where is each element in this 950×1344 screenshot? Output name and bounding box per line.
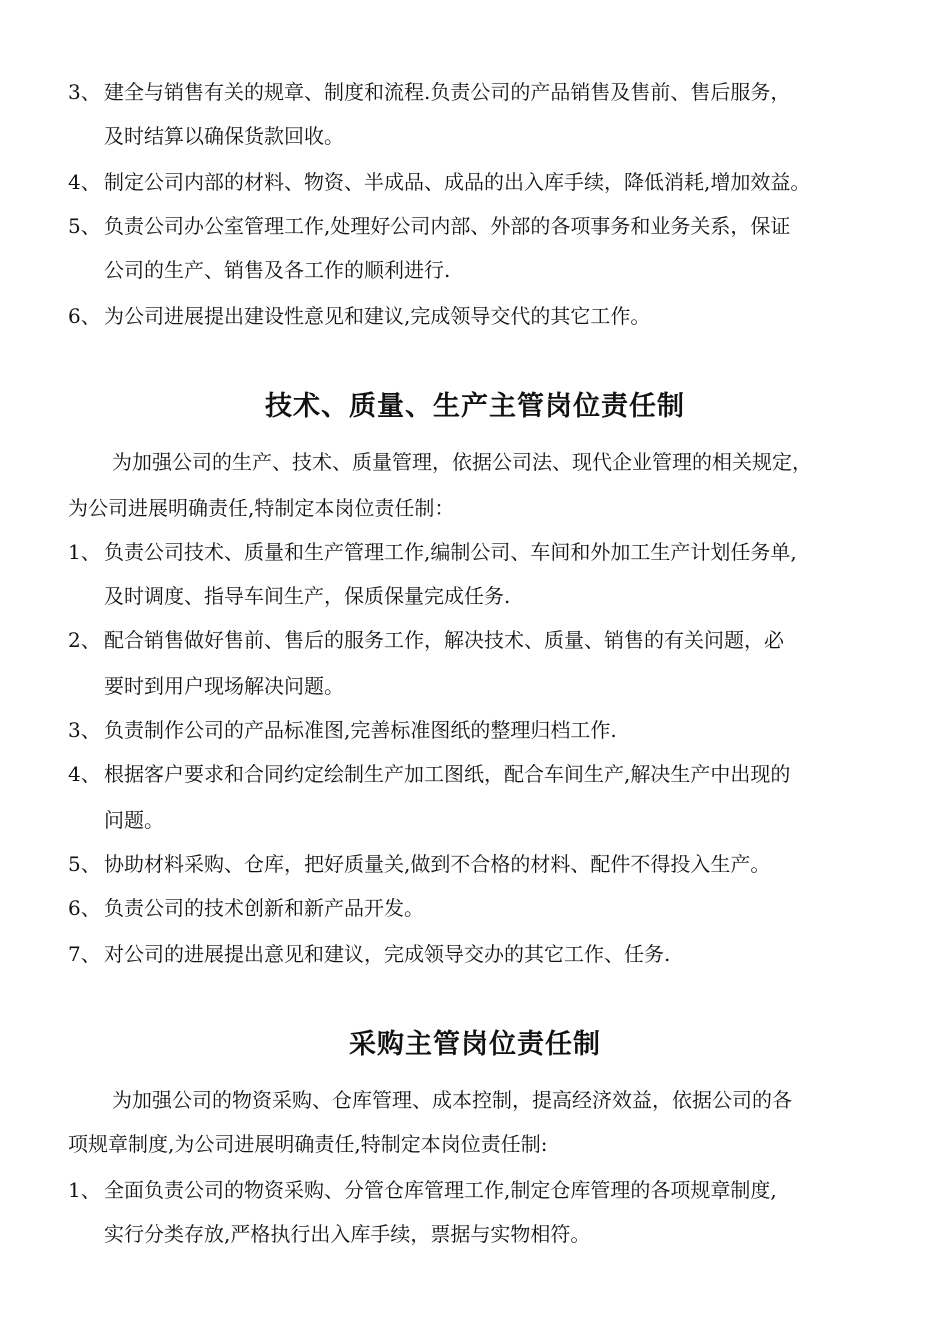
item-text: 全面负责公司的物资采购、分管仓库管理工作,制定仓库管理的各项规章制度,: [104, 1178, 777, 1202]
item-number: 2、: [68, 628, 101, 652]
intro-paragraph-line: [68, 494, 454, 522]
item-number: 6、: [68, 896, 101, 920]
item-number: 4、: [68, 170, 101, 194]
item-number: 5、: [68, 214, 101, 238]
item-text: 问题。: [104, 808, 164, 832]
item-text: 实行分类存放,严格执行出入库手续，票据与实物相符。: [104, 1222, 591, 1246]
intro-text: 为加强公司的生产、技术、质量管理，依据公司法、现代企业管理的相关规定，: [112, 450, 812, 474]
intro-text: 为加强公司的物资采购、仓库管理、成本控制，提高经济效益，依据公司的各: [112, 1088, 792, 1112]
item-text: 负责制作公司的产品标准图,完善标准图纸的整理归档工作.: [104, 718, 617, 742]
section-title: 技术、质量、生产主管岗位责任制: [265, 391, 685, 422]
item-text: 公司的生产、销售及各工作的顺利进行.: [104, 258, 451, 282]
intro-paragraph-line: [112, 448, 812, 476]
item-number: 4、: [68, 762, 101, 786]
item-text: 负责公司技术、质量和生产管理工作,编制公司、车间和外加工生产计划任务单,: [104, 540, 797, 564]
item-number: 7、: [68, 942, 101, 966]
item-text: 为公司进展提出建设性意见和建议,完成领导交代的其它工作。: [104, 304, 651, 328]
item-text: 根据客户要求和合同约定绘制生产加工图纸，配合车间生产,解决生产中出现的: [104, 762, 791, 786]
item-number: 5、: [68, 852, 101, 876]
intro-paragraph-line: [112, 1086, 792, 1114]
section-title: 采购主管岗位责任制: [349, 1029, 601, 1060]
intro-text: 项规章制度,为公司进展明确责任,特制定本岗位责任制:: [68, 1132, 548, 1156]
item-number: 3、: [68, 80, 101, 104]
item-number: 6、: [68, 304, 101, 328]
item-text: 及时结算以确保货款回收。: [104, 124, 344, 148]
item-text: 及时调度、指导车间生产，保质保量完成任务.: [104, 584, 511, 608]
item-text: 协助材料采购、仓库，把好质量关,做到不合格的材料、配件不得投入生产。: [104, 852, 771, 876]
item-number: 3、: [68, 718, 101, 742]
intro-text: 为公司进展明确责任,特制定本岗位责任制：: [68, 496, 455, 520]
item-text: 建全与销售有关的规章、制度和流程.负责公司的产品销售及售前、售后服务，: [104, 80, 791, 104]
item-text: 对公司的进展提出意见和建议，完成领导交办的其它工作、任务.: [104, 942, 671, 966]
item-text: 负责公司的技术创新和新产品开发。: [104, 896, 424, 920]
item-text: 配合销售做好售前、售后的服务工作，解决技术、质量、销售的有关问题，必: [104, 628, 784, 652]
intro-paragraph-line: [68, 1130, 547, 1158]
item-text: 负责公司办公室管理工作,处理好公司内部、外部的各项事务和业务关系，保证: [104, 214, 791, 238]
item-number: 1、: [68, 1178, 101, 1202]
item-text: 制定公司内部的材料、物资、半成品、成品的出入库手续，降低消耗,增加效益。: [104, 170, 811, 194]
item-number: 1、: [68, 540, 101, 564]
item-text: 要时到用户现场解决问题。: [104, 674, 344, 698]
